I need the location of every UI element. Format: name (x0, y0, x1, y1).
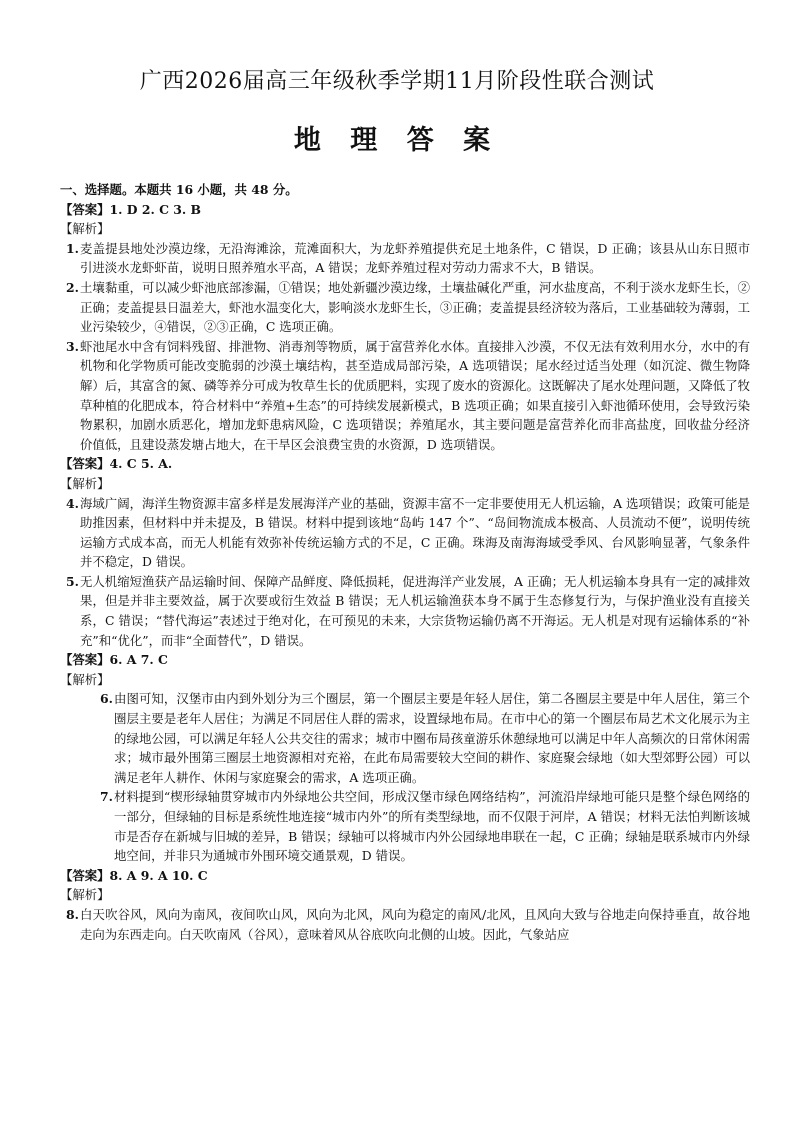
item-number: 2. (66, 279, 79, 295)
analysis-item (66, 239, 750, 278)
answer-line: 【答案】6. A 7. C (60, 652, 168, 668)
analysis-item (66, 572, 750, 650)
item-number: 1. (66, 240, 79, 256)
item-number: 7. (100, 789, 113, 805)
item-text: 虾池尾水中含有饲料残留、排泄物、消毒剂等物质，属于富营养化水体。直接排入沙漠，不仅无法有效利用水分，水中的有机物和化学物质可能改变脆弱的沙漠土壤结构，甚至造成局部污染，A 选项错误；尾水经过适当处理（如沉淀、微生物降解）后，其富含的氮、磷等养分可成为牧草生长的优质肥料，实现了废水的资源化。这既解决了尾水处理问题，又降低了牧草种植的化肥成本，符合材料中“养殖+生态”的可持续发展新模式，B 选项正确；如果直接引入虾池循环使用，会导致污染物累积，加剧水质恶化，增加龙虾患病风险，C 选项错误；养殖尾水，其主要问题是富营养化而非高盐度，回收盐分经济价值低，且建设蒸发塘占地大，在干旱区会浪费宝贵的水资源，D 选项错误。 (80, 338, 750, 452)
answer-content (60, 180, 750, 944)
item-number: 8. (66, 906, 79, 922)
answer-line: 【答案】1. D 2. C 3. B (60, 201, 202, 217)
item-text: 海域广阔，海洋生物资源丰富多样是发展海洋产业的基础，资源丰富不一定非要使用无人机运输，A 选项错误；政策可能是助推因素，但材料中并未提及，B 错误。材料中提到该地“岛屿 147 个”、“岛间物流成本极高、人员流动不便”，说明传统运输方式成本高，而无人机能有效弥补传统运输方式的不足，C 正确。珠海及南海海域受季风、台风影响显著，气象条件并不稳定，D 错误。 (80, 495, 750, 570)
item-text: 由图可知，汉堡市由内到外划分为三个圈层，第一个圈层主要是年轻人居住，第二各圈层主要是中年人居住，第三个圈层主要是老年人居住；为满足不同居住人群的需求，设置绿地布局。在市中心的第一个圈层布局艺术文化展示为主的绿地公园，可以满足年轻人公共交往的需求；城市中圈布局孩童游乐休憩绿地可以满足中年人高频次的日常休闲需求；城市最外围第三圈层土地资源相对充裕，在此布局需要较大空间的耕作、家庭聚会绿地（如大型郊野公园）可以满足老年人耕作、休闲与家庭聚会的需求，A 选项正确。 (114, 691, 750, 785)
section-heading: 一、选择题。本题共 16 小题，共 48 分。 (60, 182, 298, 197)
analysis-item (66, 278, 750, 337)
page-title: 广西2026届高三年级秋季学期11月阶段性联合测试 (139, 69, 655, 94)
item-text: 麦盖提县地处沙漠边缘，无沿海滩涂，荒滩面积大，为龙虾养殖提供充足土地条件，C 错误，D 正确；该县从山东日照市引进淡水龙虾虾苗，说明日照养殖水平高，A 错误；龙虾养殖过程对劳动力需求不大，B 错误。 (80, 240, 750, 276)
item-text: 无人机缩短渔获产品运输时间、保障产品鲜度、降低损耗，促进海洋产业发展，A 正确；无人机运输本身具有一定的减排效果，但是并非主要效益，属于次要或衍生效益 B 错误；无人机运输渔获本身不属于生态修复行为，与保护渔业没有直接关系，C 错误；“替代海运”表述过于绝对化，在可预见的未来，大宗货物运输仍离不开海运。无人机是对现有运输体系的“补充”和“优化”，而非“全面替代”，D 错误。 (80, 573, 750, 648)
analysis-item (100, 689, 750, 787)
analysis-label: 【解析】 (60, 475, 110, 491)
page-subtitle: 地 理 答 案 (293, 125, 501, 156)
analysis-item (66, 905, 750, 944)
answer-line: 【答案】8. A 9. A 10. C (60, 867, 208, 883)
answer-line: 【答案】4. C 5. A. (60, 456, 173, 472)
analysis-label: 【解析】 (60, 887, 110, 903)
item-number: 5. (66, 573, 79, 589)
item-text: 白天吹谷风，风向为南风，夜间吹山风，风向为北风，风向为稳定的南风/北风，且风向大致与谷地走向保持垂直，故谷地走向为东西走向。白天吹南风（谷风），意味着风从谷底吹向北侧的山坡。因此，气象站应 (80, 906, 750, 942)
item-number: 3. (66, 338, 79, 354)
analysis-item (100, 787, 750, 865)
item-text: 土壤黏重，可以减少虾池底部渗漏，①错误；地处新疆沙漠边缘，土壤盐碱化严重，河水盐度高，不利于淡水龙虾生长，②正确；麦盖提县日温差大，虾池水温变化大，影响淡水龙虾生长，③正确；麦盖提县经济较为落后，工业基础较为薄弱，工业污染较少，④错误，②③正确，C 选项正确。 (80, 279, 750, 335)
analysis-item (66, 337, 750, 455)
item-text: 材料提到“楔形绿轴贯穿城市内外绿地公共空间，形成汉堡市绿色网络结构”，河流沿岸绿地可能只是整个绿色网络的一部分，但绿轴的目标是系统性地连接“城市内外”的所有类型绿地，而不仅限于河岸，A 错误；材料无法怕判断该城市是否存在新城与旧城的差异，B 错误；绿轴可以将城市内外公园绿地串联在一起，C 正确；绿轴是联系城市内外绿地空间，并非只为通城市外围环境交通景观，D 错误。 (114, 789, 750, 864)
analysis-label: 【解析】 (60, 221, 110, 237)
analysis-item (66, 494, 750, 572)
item-number: 6. (100, 691, 113, 707)
analysis-label: 【解析】 (60, 671, 110, 687)
item-number: 4. (66, 495, 79, 511)
